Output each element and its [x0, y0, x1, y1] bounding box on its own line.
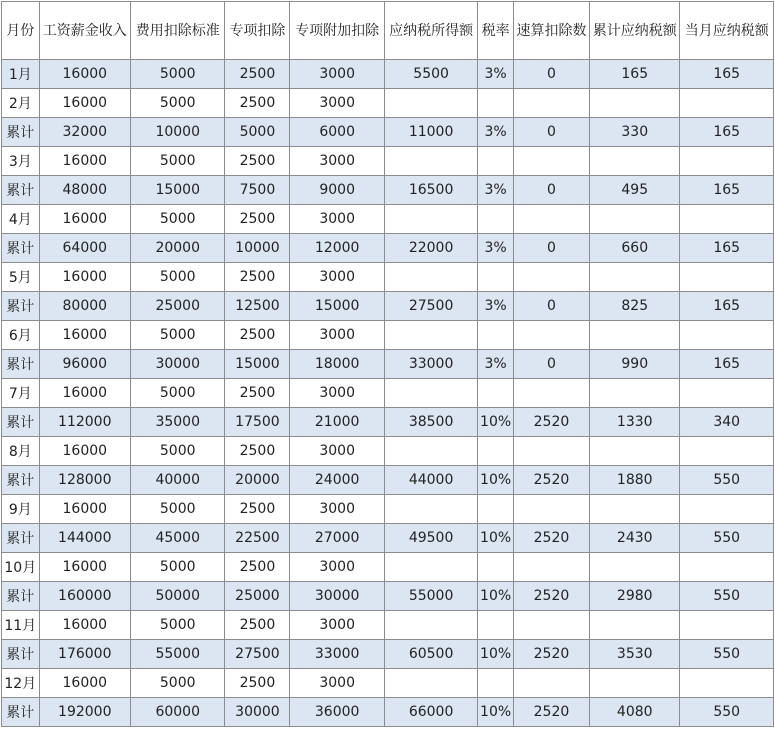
cell-rate: 3%	[478, 60, 514, 89]
cell-salary: 96000	[39, 350, 130, 379]
cell-quick: 2520	[513, 698, 589, 727]
cell-fee: 5000	[130, 379, 224, 408]
cell-cum-tax: 330	[590, 118, 680, 147]
cell-salary: 16000	[39, 553, 130, 582]
cell-special: 20000	[225, 466, 290, 495]
header-cur-tax: 当月应纳税额	[680, 2, 774, 60]
cell-special: 2500	[225, 553, 290, 582]
cell-extra: 30000	[290, 582, 384, 611]
cell-salary: 64000	[39, 234, 130, 263]
cell-quick	[513, 205, 589, 234]
cell-rate: 3%	[478, 234, 514, 263]
cell-rate	[478, 553, 514, 582]
cell-special: 2500	[225, 437, 290, 466]
cell-rate: 10%	[478, 408, 514, 437]
cell-taxable: 11000	[384, 118, 477, 147]
cell-cur-tax: 550	[680, 524, 774, 553]
cell-month: 累计	[2, 292, 40, 321]
cell-cum-tax	[590, 205, 680, 234]
cell-cur-tax	[680, 321, 774, 350]
cell-extra: 12000	[290, 234, 384, 263]
cell-cum-tax: 3530	[590, 640, 680, 669]
cell-extra: 3000	[290, 669, 384, 698]
cell-extra: 18000	[290, 350, 384, 379]
table-row	[2, 292, 774, 321]
table-body	[2, 60, 774, 727]
cell-rate	[478, 321, 514, 350]
cell-special: 30000	[225, 698, 290, 727]
cell-salary: 176000	[39, 640, 130, 669]
cell-month: 累计	[2, 582, 40, 611]
cell-extra: 3000	[290, 437, 384, 466]
cell-quick	[513, 321, 589, 350]
cell-extra: 3000	[290, 205, 384, 234]
cell-cum-tax: 2980	[590, 582, 680, 611]
tax-calculation-table	[1, 1, 774, 727]
cell-salary: 160000	[39, 582, 130, 611]
cell-taxable: 27500	[384, 292, 477, 321]
cell-month: 3月	[2, 147, 40, 176]
cell-cur-tax: 165	[680, 234, 774, 263]
cell-salary: 16000	[39, 263, 130, 292]
cell-month: 11月	[2, 611, 40, 640]
cell-special: 7500	[225, 176, 290, 205]
table-row	[2, 89, 774, 118]
cell-month: 10月	[2, 553, 40, 582]
cell-taxable: 44000	[384, 466, 477, 495]
cell-fee: 25000	[130, 292, 224, 321]
cell-cur-tax	[680, 147, 774, 176]
cell-extra: 33000	[290, 640, 384, 669]
cell-special: 22500	[225, 524, 290, 553]
cell-extra: 3000	[290, 60, 384, 89]
cell-extra: 3000	[290, 321, 384, 350]
cell-cur-tax	[680, 495, 774, 524]
table-row	[2, 379, 774, 408]
cell-cum-tax	[590, 553, 680, 582]
cell-taxable: 5500	[384, 60, 477, 89]
cell-cum-tax	[590, 611, 680, 640]
cell-quick: 0	[513, 60, 589, 89]
cell-fee: 5000	[130, 89, 224, 118]
cell-extra: 27000	[290, 524, 384, 553]
cell-quick	[513, 553, 589, 582]
cell-rate: 3%	[478, 176, 514, 205]
cell-salary: 32000	[39, 118, 130, 147]
cell-rate	[478, 147, 514, 176]
cell-fee: 5000	[130, 553, 224, 582]
cell-fee: 5000	[130, 60, 224, 89]
cell-taxable	[384, 205, 477, 234]
cell-cum-tax: 990	[590, 350, 680, 379]
cell-month: 9月	[2, 495, 40, 524]
cell-special: 12500	[225, 292, 290, 321]
cell-cum-tax: 2430	[590, 524, 680, 553]
cell-cur-tax: 165	[680, 350, 774, 379]
table-row	[2, 524, 774, 553]
cell-quick: 2520	[513, 640, 589, 669]
cell-rate	[478, 263, 514, 292]
cell-month: 累计	[2, 524, 40, 553]
cell-salary: 16000	[39, 495, 130, 524]
cell-month: 8月	[2, 437, 40, 466]
table-row	[2, 582, 774, 611]
cell-special: 5000	[225, 118, 290, 147]
cell-quick	[513, 379, 589, 408]
cell-cur-tax	[680, 553, 774, 582]
cell-cur-tax: 165	[680, 292, 774, 321]
table-row	[2, 408, 774, 437]
cell-quick: 2520	[513, 466, 589, 495]
cell-cur-tax: 165	[680, 176, 774, 205]
cell-special: 2500	[225, 611, 290, 640]
cell-salary: 16000	[39, 205, 130, 234]
cell-cur-tax: 340	[680, 408, 774, 437]
cell-month: 5月	[2, 263, 40, 292]
cell-quick	[513, 611, 589, 640]
cell-rate	[478, 437, 514, 466]
cell-taxable: 33000	[384, 350, 477, 379]
cell-extra: 15000	[290, 292, 384, 321]
cell-fee: 5000	[130, 669, 224, 698]
cell-extra: 3000	[290, 263, 384, 292]
table-row	[2, 640, 774, 669]
cell-cur-tax	[680, 669, 774, 698]
table-row	[2, 263, 774, 292]
cell-cur-tax	[680, 205, 774, 234]
cell-fee: 30000	[130, 350, 224, 379]
table-header	[2, 2, 774, 60]
cell-rate	[478, 205, 514, 234]
cell-fee: 50000	[130, 582, 224, 611]
cell-cur-tax	[680, 379, 774, 408]
cell-quick: 0	[513, 350, 589, 379]
cell-extra: 6000	[290, 118, 384, 147]
cell-quick	[513, 437, 589, 466]
cell-rate: 10%	[478, 466, 514, 495]
cell-cum-tax	[590, 89, 680, 118]
header-taxable: 应纳税所得额	[384, 2, 477, 60]
cell-extra: 36000	[290, 698, 384, 727]
cell-salary: 128000	[39, 466, 130, 495]
cell-special: 10000	[225, 234, 290, 263]
cell-salary: 16000	[39, 60, 130, 89]
header-quick: 速算扣除数	[513, 2, 589, 60]
cell-fee: 45000	[130, 524, 224, 553]
cell-quick: 2520	[513, 524, 589, 553]
cell-special: 2500	[225, 147, 290, 176]
cell-month: 累计	[2, 408, 40, 437]
cell-cum-tax: 165	[590, 60, 680, 89]
cell-cum-tax: 1880	[590, 466, 680, 495]
cell-taxable: 60500	[384, 640, 477, 669]
cell-cur-tax	[680, 611, 774, 640]
cell-extra: 9000	[290, 176, 384, 205]
cell-extra: 3000	[290, 553, 384, 582]
cell-fee: 60000	[130, 698, 224, 727]
cell-cum-tax	[590, 147, 680, 176]
cell-month: 7月	[2, 379, 40, 408]
cell-fee: 15000	[130, 176, 224, 205]
cell-cur-tax: 165	[680, 118, 774, 147]
cell-fee: 20000	[130, 234, 224, 263]
cell-salary: 48000	[39, 176, 130, 205]
cell-fee: 5000	[130, 495, 224, 524]
header-salary: 工资薪金收入	[39, 2, 130, 60]
cell-rate	[478, 89, 514, 118]
cell-fee: 5000	[130, 205, 224, 234]
header-rate: 税率	[478, 2, 514, 60]
cell-cur-tax	[680, 89, 774, 118]
cell-quick: 0	[513, 234, 589, 263]
cell-taxable: 66000	[384, 698, 477, 727]
cell-salary: 112000	[39, 408, 130, 437]
cell-special: 15000	[225, 350, 290, 379]
table-row	[2, 466, 774, 495]
cell-cum-tax	[590, 437, 680, 466]
cell-salary: 16000	[39, 437, 130, 466]
table-row	[2, 147, 774, 176]
cell-taxable	[384, 321, 477, 350]
cell-special: 2500	[225, 263, 290, 292]
cell-taxable	[384, 437, 477, 466]
header-cum-tax: 累计应纳税额	[590, 2, 680, 60]
cell-rate	[478, 495, 514, 524]
cell-fee: 5000	[130, 147, 224, 176]
cell-extra: 3000	[290, 147, 384, 176]
cell-rate: 3%	[478, 118, 514, 147]
cell-quick	[513, 495, 589, 524]
header-extra: 专项附加扣除	[290, 2, 384, 60]
cell-special: 2500	[225, 205, 290, 234]
cell-month: 累计	[2, 466, 40, 495]
cell-taxable: 16500	[384, 176, 477, 205]
cell-extra: 3000	[290, 611, 384, 640]
cell-cur-tax: 165	[680, 60, 774, 89]
cell-quick: 0	[513, 118, 589, 147]
cell-special: 2500	[225, 669, 290, 698]
header-month: 月份	[2, 2, 40, 60]
cell-salary: 16000	[39, 669, 130, 698]
cell-cur-tax: 550	[680, 466, 774, 495]
cell-cur-tax: 550	[680, 640, 774, 669]
cell-month: 累计	[2, 640, 40, 669]
cell-special: 2500	[225, 379, 290, 408]
cell-month: 累计	[2, 350, 40, 379]
cell-taxable: 49500	[384, 524, 477, 553]
cell-cum-tax	[590, 321, 680, 350]
cell-cum-tax: 495	[590, 176, 680, 205]
cell-taxable	[384, 89, 477, 118]
cell-rate: 10%	[478, 524, 514, 553]
table-row	[2, 495, 774, 524]
cell-month: 累计	[2, 118, 40, 147]
cell-fee: 5000	[130, 321, 224, 350]
cell-quick	[513, 89, 589, 118]
cell-special: 2500	[225, 89, 290, 118]
table-row	[2, 176, 774, 205]
cell-rate	[478, 379, 514, 408]
cell-month: 2月	[2, 89, 40, 118]
table-row	[2, 553, 774, 582]
cell-cum-tax	[590, 495, 680, 524]
cell-quick: 2520	[513, 582, 589, 611]
cell-rate	[478, 611, 514, 640]
cell-quick: 2520	[513, 408, 589, 437]
cell-rate: 10%	[478, 582, 514, 611]
cell-cur-tax: 550	[680, 582, 774, 611]
cell-special: 25000	[225, 582, 290, 611]
cell-quick: 0	[513, 176, 589, 205]
cell-month: 6月	[2, 321, 40, 350]
cell-taxable: 22000	[384, 234, 477, 263]
cell-fee: 55000	[130, 640, 224, 669]
cell-quick	[513, 263, 589, 292]
cell-cum-tax	[590, 669, 680, 698]
cell-taxable	[384, 263, 477, 292]
cell-fee: 35000	[130, 408, 224, 437]
table-row	[2, 205, 774, 234]
cell-cum-tax: 825	[590, 292, 680, 321]
cell-salary: 16000	[39, 611, 130, 640]
cell-extra: 24000	[290, 466, 384, 495]
cell-fee: 5000	[130, 263, 224, 292]
cell-rate: 10%	[478, 698, 514, 727]
cell-cur-tax: 550	[680, 698, 774, 727]
cell-taxable	[384, 147, 477, 176]
cell-special: 17500	[225, 408, 290, 437]
cell-taxable	[384, 611, 477, 640]
cell-fee: 5000	[130, 611, 224, 640]
cell-salary: 144000	[39, 524, 130, 553]
cell-month: 累计	[2, 176, 40, 205]
cell-rate: 10%	[478, 640, 514, 669]
cell-taxable	[384, 553, 477, 582]
cell-salary: 192000	[39, 698, 130, 727]
table-row	[2, 669, 774, 698]
cell-extra: 21000	[290, 408, 384, 437]
cell-taxable	[384, 669, 477, 698]
cell-salary: 16000	[39, 321, 130, 350]
cell-salary: 80000	[39, 292, 130, 321]
header-special: 专项扣除	[225, 2, 290, 60]
cell-fee: 10000	[130, 118, 224, 147]
cell-month: 12月	[2, 669, 40, 698]
cell-taxable: 55000	[384, 582, 477, 611]
cell-month: 累计	[2, 234, 40, 263]
cell-extra: 3000	[290, 379, 384, 408]
cell-cur-tax	[680, 437, 774, 466]
table-row	[2, 234, 774, 263]
cell-special: 2500	[225, 321, 290, 350]
cell-salary: 16000	[39, 147, 130, 176]
cell-quick	[513, 669, 589, 698]
cell-fee: 5000	[130, 437, 224, 466]
cell-month: 4月	[2, 205, 40, 234]
cell-rate: 3%	[478, 292, 514, 321]
cell-salary: 16000	[39, 379, 130, 408]
cell-taxable: 38500	[384, 408, 477, 437]
cell-taxable	[384, 379, 477, 408]
cell-cum-tax: 660	[590, 234, 680, 263]
cell-rate: 3%	[478, 350, 514, 379]
cell-fee: 40000	[130, 466, 224, 495]
table-row	[2, 321, 774, 350]
cell-cum-tax: 1330	[590, 408, 680, 437]
cell-taxable	[384, 495, 477, 524]
table-row	[2, 118, 774, 147]
cell-rate	[478, 669, 514, 698]
cell-quick	[513, 147, 589, 176]
cell-special: 27500	[225, 640, 290, 669]
cell-salary: 16000	[39, 89, 130, 118]
cell-cum-tax	[590, 379, 680, 408]
table-row	[2, 60, 774, 89]
cell-extra: 3000	[290, 89, 384, 118]
cell-quick: 0	[513, 292, 589, 321]
cell-cur-tax	[680, 263, 774, 292]
table-row	[2, 350, 774, 379]
cell-special: 2500	[225, 60, 290, 89]
cell-extra: 3000	[290, 495, 384, 524]
table-row	[2, 698, 774, 727]
cell-month: 1月	[2, 60, 40, 89]
table-row	[2, 611, 774, 640]
cell-cum-tax: 4080	[590, 698, 680, 727]
cell-month: 累计	[2, 698, 40, 727]
header-fee: 费用扣除标准	[130, 2, 224, 60]
cell-special: 2500	[225, 495, 290, 524]
table-row	[2, 437, 774, 466]
cell-cum-tax	[590, 263, 680, 292]
header-row	[2, 2, 774, 60]
